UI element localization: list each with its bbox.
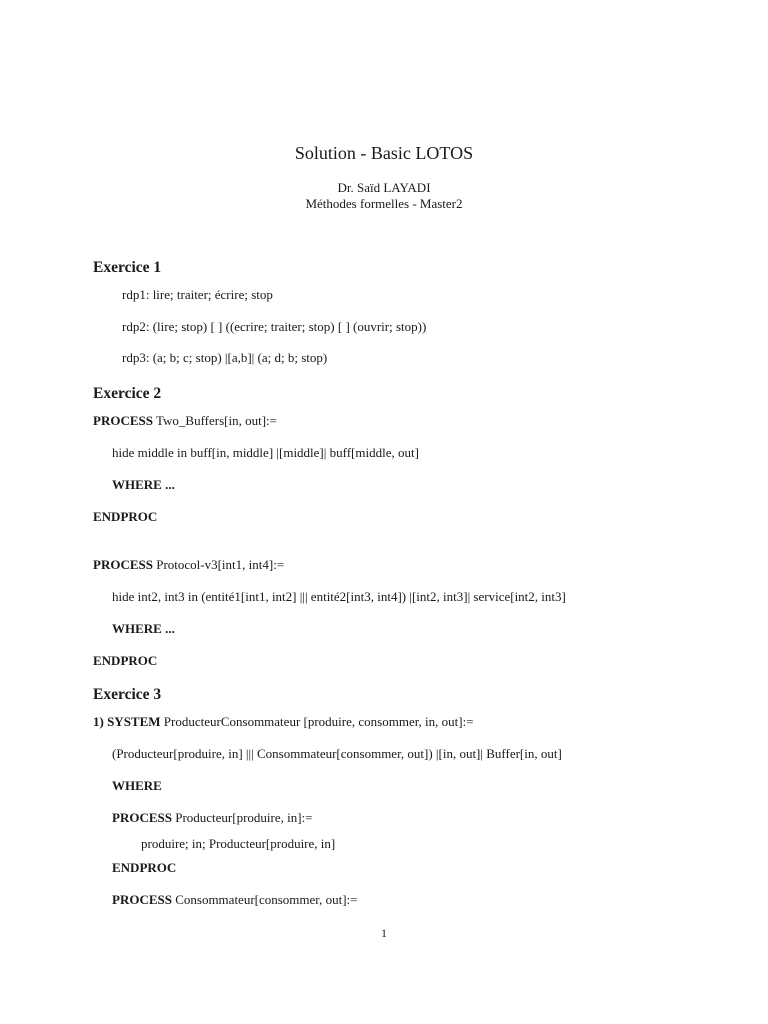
exercise-1-heading: Exercice 1 (93, 259, 162, 276)
process-keyword: PROCESS (93, 557, 153, 572)
protocol-endproc: ENDPROC (93, 653, 158, 668)
process-signature: Consommateur[consommer, out]:= (171, 892, 358, 907)
process-signature: Producteur[produire, in]:= (171, 810, 313, 825)
rdp2-line: rdp2: (lire; stop) [ ] ((ecrire; traiter; stop) [ ] (ouvrir; stop)) (122, 319, 427, 334)
process-keyword: PROCESS (93, 413, 153, 428)
process-signature: Protocol-v3[int1, int4]:= (152, 557, 285, 572)
document-title: Solution - Basic LOTOS (294, 143, 474, 163)
two-buffers-endproc: ENDPROC (93, 509, 158, 524)
two-buffers-where: WHERE ... (112, 477, 175, 492)
system-where: WHERE (112, 778, 162, 793)
process-signature: Two_Buffers[in, out]:= (152, 413, 277, 428)
process-keyword: PROCESS (112, 892, 172, 907)
author-line: Dr. Saïd LAYADI (337, 180, 431, 195)
rdp3-line: rdp3: (a; b; c; stop) |[a,b]| (a; d; b; stop) (122, 350, 328, 365)
system-keyword: 1) SYSTEM (93, 714, 161, 729)
exercise-2-heading: Exercice 2 (93, 385, 162, 402)
rdp1-line: rdp1: lire; traiter; écrire; stop (122, 287, 273, 302)
exercise-3-heading: Exercice 3 (93, 686, 162, 703)
system-signature-text: ProducteurConsommateur [produire, consommer, in, out]:= (160, 714, 474, 729)
process-producteur-signature (112, 810, 313, 826)
process-consommateur-signature (112, 892, 358, 908)
page-number: 1 (381, 926, 387, 940)
process-two-buffers-signature (93, 413, 277, 429)
process-keyword: PROCESS (112, 810, 172, 825)
two-buffers-body: hide middle in buff[in, middle] |[middle]| buff[middle, out] (112, 445, 419, 460)
protocol-where: WHERE ... (112, 621, 175, 636)
process-protocol-signature (93, 557, 284, 573)
system-signature (93, 714, 474, 730)
producteur-body: produire; in; Producteur[produire, in] (141, 836, 336, 851)
system-body: (Producteur[produire, in] ||| Consommateur[consommer, out]) |[in, out]| Buffer[in, out] (112, 746, 562, 761)
producteur-endproc: ENDPROC (112, 860, 177, 875)
protocol-body: hide int2, int3 in (entité1[int1, int2] ||| entité2[int3, int4]) |[int2, int3]| service[int2, int3] (112, 589, 566, 604)
course-line: Méthodes formelles - Master2 (305, 196, 463, 211)
